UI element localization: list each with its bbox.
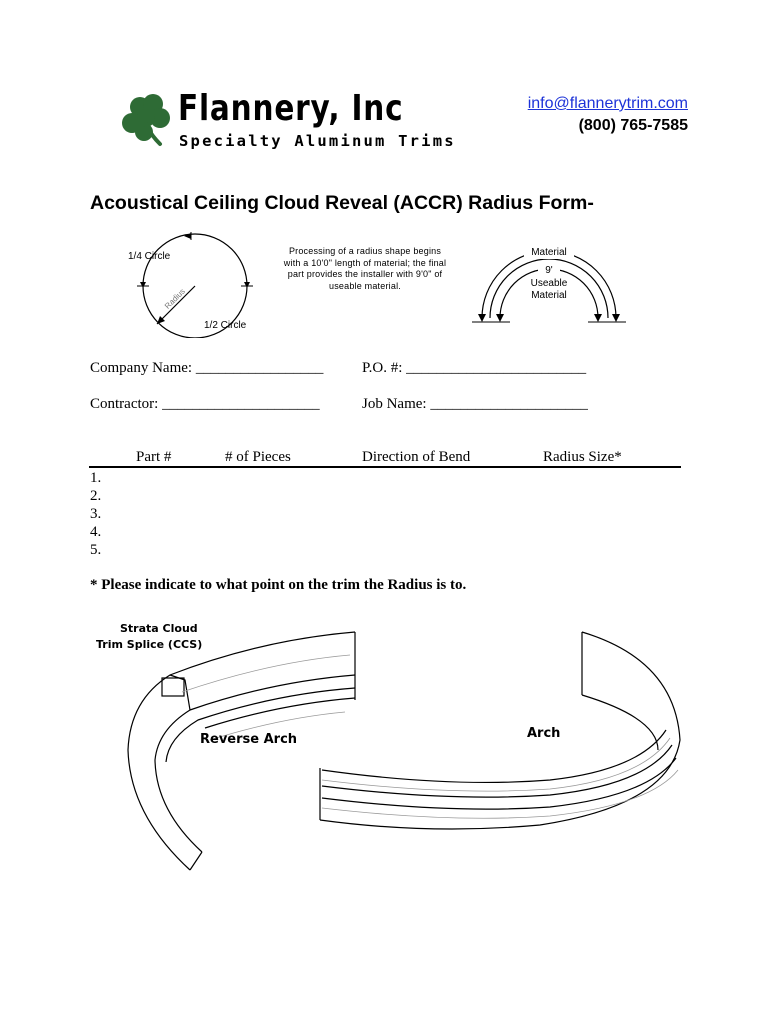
column-header-direction: Direction of Bend: [362, 449, 471, 465]
table-row[interactable]: 3.: [90, 506, 102, 522]
processing-note: Processing of a radius shape begins with a 10'0" length of material; the final part provides the installer with 9'0" of useable material.: [283, 246, 447, 291]
material-label: Material: [531, 247, 567, 258]
form-title: Acoustical Ceiling Cloud Reveal (ACCR) Radius Form-: [90, 192, 594, 214]
shamrock-icon: [120, 94, 176, 148]
phone-number: (800) 765-7585: [578, 117, 688, 134]
order-rows: [90, 469, 101, 559]
column-header-pieces: # of Pieces: [225, 449, 291, 465]
column-header-part: Part #: [136, 449, 172, 465]
table-row[interactable]: 2.: [90, 488, 102, 504]
useable-label-line1: Useable: [530, 278, 568, 289]
table-row[interactable]: 4.: [90, 524, 102, 540]
radius-label: Radius: [162, 286, 187, 311]
reverse-arch-label: Reverse Arch: [200, 732, 298, 747]
job-name-field[interactable]: Job Name: _____________________: [362, 396, 588, 412]
length-label: 9': [545, 265, 553, 276]
table-divider: [89, 466, 681, 468]
circle-diagram: [120, 228, 270, 338]
splice-label-line1: Strata Cloud: [120, 622, 198, 635]
quarter-circle-label: 1/4 Circle: [128, 251, 171, 262]
half-circle-label: 1/2 Circle: [204, 320, 247, 331]
brand-name: Flannery, Inc: [178, 88, 404, 129]
table-row[interactable]: 1.: [90, 470, 102, 486]
brand-tagline: Specialty Aluminum Trims: [179, 132, 456, 150]
email-link[interactable]: info@flannerytrim.com: [527, 95, 688, 112]
table-row[interactable]: 5.: [90, 542, 102, 558]
po-number-field[interactable]: P.O. #: ________________________: [362, 360, 587, 376]
trim-illustration: [110, 620, 690, 890]
splice-label-line2: Trim Splice (CCS): [96, 638, 203, 651]
arch-label: Arch: [527, 726, 561, 741]
radius-footnote: * Please indicate to what point on the trim the Radius is to.: [90, 577, 467, 593]
contractor-field[interactable]: Contractor: _____________________: [90, 396, 320, 412]
arc-diagram: [466, 240, 632, 330]
useable-label-line2: Material: [531, 290, 567, 301]
company-name-field[interactable]: Company Name: _________________: [90, 360, 324, 376]
column-header-radius: Radius Size*: [543, 449, 622, 465]
